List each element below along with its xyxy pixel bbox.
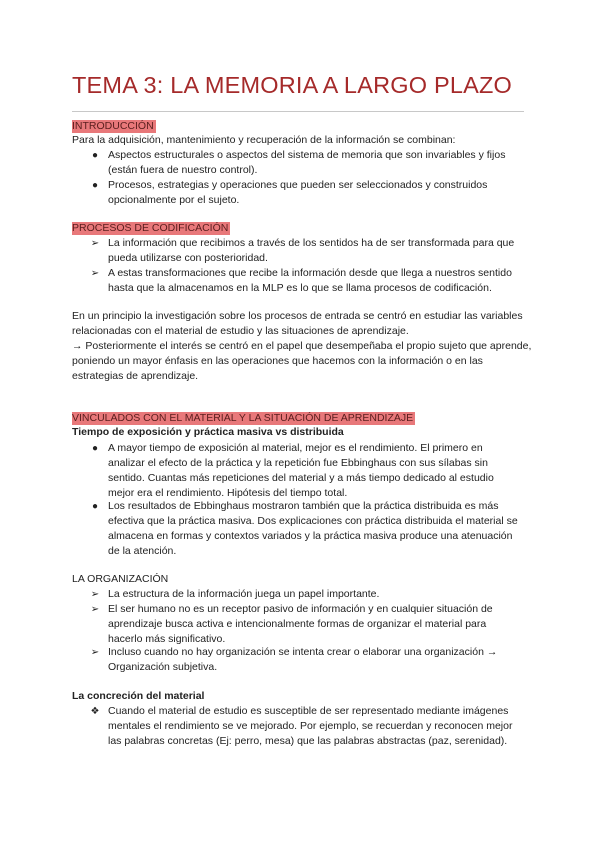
list-item: ● A mayor tiempo de exposición al material, mejor es el rendimiento. El primero en analizar el efecto de la práctica y la repetición fue Ebbinghaus con sus sílabas sin sentido. Cuantas más repeticiones del material y a más tiempo dedicado al estudio mejor era el rendimiento. Hipótesis del tiempo total. xyxy=(88,441,520,501)
list-item: ➢ A estas transformaciones que recibe la información desde que llega a nuestros sentido hasta que la almacenamos en la MLP es lo que se llama procesos de codificación. xyxy=(88,266,520,296)
list-item: ❖ Cuando el material de estudio es susceptible de ser representado mediante imágenes mentales el rendimiento se ve mejorado. Por ejemplo, se recuerdan y reconocen mejor las palabras concretas (Ej: perro, mesa) que las palabras abstractas (paz, serenidad). xyxy=(88,704,520,749)
diamond-marker: ❖ xyxy=(90,706,100,717)
paragraph: → Posteriormente el interés se centró en el papel que desempeñaba el propio sujeto que aprende, poniendo un mayor énfasis en las operaciones que hacemos con la información o en las estrategias de aprendizaje. xyxy=(72,340,532,382)
subheading-concrecion: La concreción del material xyxy=(72,690,205,702)
bullet-marker: ● xyxy=(91,180,99,191)
list-item: ➢ Incluso cuando no hay organización se intenta crear o elaborar una organización → Organización subjetiva. xyxy=(88,645,520,675)
section-heading-procesos: PROCESOS DE CODIFICACIÓN xyxy=(72,222,229,234)
subheading-organizacion: LA ORGANIZACIÓN xyxy=(72,573,169,585)
section-heading-vinculados: VINCULADOS CON EL MATERIAL Y LA SITUACIÓN DE APRENDIZAJE xyxy=(72,412,414,424)
arrow-marker: ➢ xyxy=(90,647,100,658)
arrow-marker: ➢ xyxy=(90,268,100,279)
section-heading-introduccion: INTRODUCCIÓN xyxy=(72,120,154,132)
intro-paragraph: Para la adquisición, mantenimiento y recuperación de la información se combinan: xyxy=(72,134,456,146)
arrow-marker: ➢ xyxy=(90,604,100,615)
bullet-marker: ● xyxy=(91,443,99,454)
bullet-marker: ● xyxy=(91,501,99,512)
list-item: ➢ El ser humano no es un receptor pasivo de información y en cualquier situación de aprendizaje busca activa e intencionalmente formas de organizar el material para hacerlo más significativo. xyxy=(88,602,520,647)
list-item: ● Procesos, estrategias y operaciones que pueden ser seleccionados y construidos opcionalmente por el sujeto. xyxy=(88,178,520,208)
bullet-marker: ● xyxy=(91,150,99,161)
title-divider xyxy=(72,111,524,112)
list-item: ➢ La estructura de la información juega un papel importante. xyxy=(88,587,520,602)
paragraph: En un principio la investigación sobre los procesos de entrada se centró en estudiar las variables relacionadas con el material de estudio y las situaciones de aprendizaje. xyxy=(72,310,523,337)
arrow-marker: ➢ xyxy=(90,589,100,600)
document-title: TEMA 3: LA MEMORIA A LARGO PLAZO xyxy=(72,72,512,98)
subheading-tiempo: Tiempo de exposición y práctica masiva vs distribuida xyxy=(72,426,344,438)
arrow-marker: ➢ xyxy=(90,238,100,249)
list-item: ● Aspectos estructurales o aspectos del sistema de memoria que son invariables y fijos (están fuera de nuestro control). xyxy=(88,148,520,178)
list-item: ➢ La información que recibimos a través de los sentidos ha de ser transformada para que pueda utilizarse con posterioridad. xyxy=(88,236,520,266)
list-item: ● Los resultados de Ebbinghaus mostraron también que la práctica distribuida es más efectiva que la práctica masiva. Dos explicaciones con práctica distribuida el material se almacena en formas y contextos variados y la práctica masiva produce una atenuación de la atención. xyxy=(88,499,520,559)
